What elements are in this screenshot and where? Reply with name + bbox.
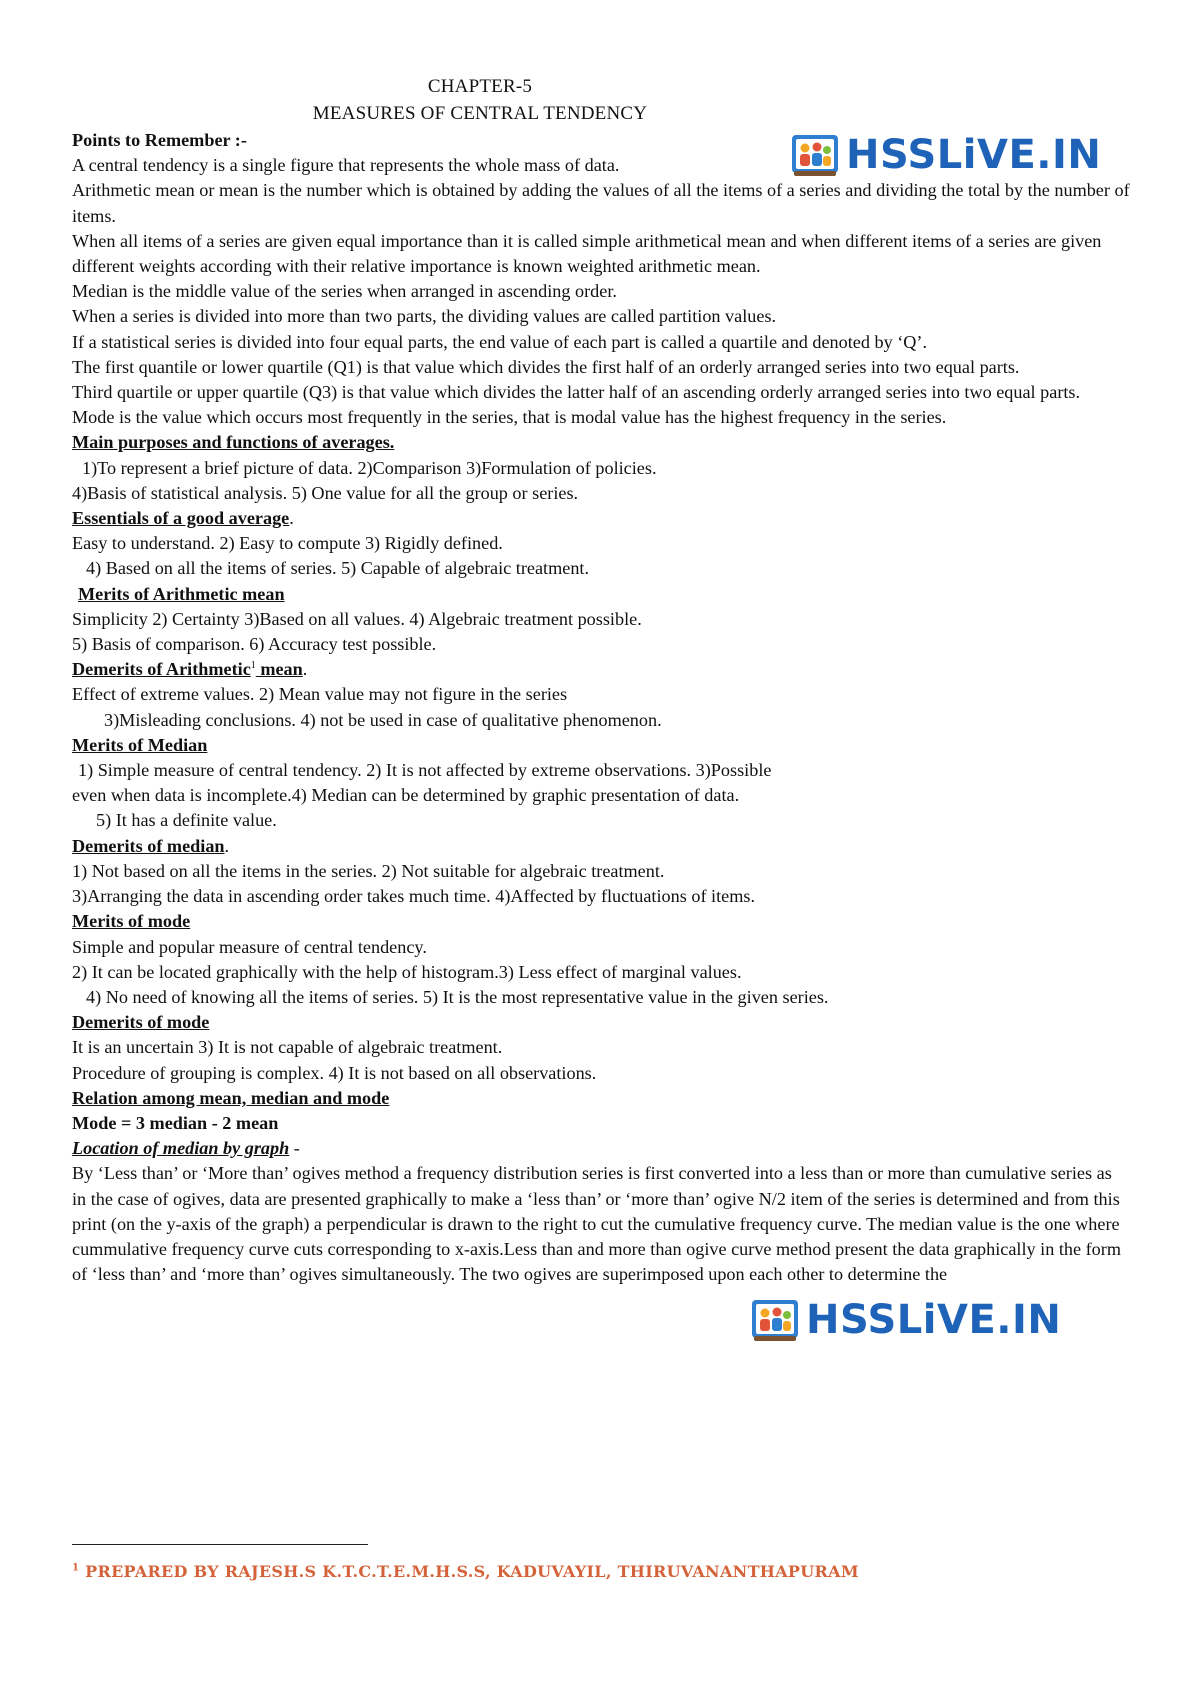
- hsslive-logo-text: HSSLiVE.IN: [846, 132, 1102, 178]
- footnote-marker: 1: [72, 1562, 80, 1574]
- chapter-label: CHAPTER-5: [427, 76, 533, 97]
- merits-am-heading: Merits of Arithmetic mean: [78, 583, 285, 604]
- hsslive-logo-bottom: [750, 1297, 1061, 1343]
- footnote-reference: 1: [250, 660, 256, 672]
- merits-am-line-2: 5) Basis of comparison. 6) Accuracy test possible.: [72, 634, 437, 655]
- point-quartile: If a statistical series is divided into four equal parts, the end value of each part is called a quartile and denoted by ‘Q’.: [72, 331, 928, 352]
- merits-median-heading: Merits of Median: [72, 734, 208, 755]
- purposes-line-1: 1)To represent a brief picture of data. 2)Comparison 3)Formulation of policies.: [82, 457, 657, 478]
- point-arithmetic-mean: Arithmetic mean or mean is the number which is obtained by adding the values of all the items of a series and dividing the total by the number of items.: [72, 180, 1130, 226]
- merits-mode-line-3: 4) No need of knowing all the items of series. 5) It is the most representative value in the given series.: [86, 986, 829, 1007]
- demerits-median-line-1: 1) Not based on all the items in the series. 2) Not suitable for algebraic treatment.: [72, 860, 665, 881]
- demerits-median-heading-dot: .: [224, 835, 230, 856]
- point-median: Median is the middle value of the series when arranged in ascending order.: [72, 281, 617, 302]
- hsslive-logo-icon: [750, 1297, 800, 1343]
- chapter-title: MEASURES OF CENTRAL TENDENCY: [312, 103, 648, 124]
- purposes-heading: Main purposes and functions of averages.: [72, 432, 395, 453]
- demerits-am-line-2: 3)Misleading conclusions. 4) not be used in case of qualitative phenomenon.: [104, 709, 662, 730]
- footnote-text: PREPARED BY RAJESH.S K.T.C.T.E.M.H.S.S, KADUVAYIL, THIRUVANANTHAPURAM: [79, 1562, 859, 1581]
- merits-mode-heading: Merits of mode: [72, 911, 191, 932]
- demerits-mode-line-1: It is an uncertain 3) It is not capable of algebraic treatment.: [72, 1037, 503, 1058]
- notes-body: [72, 128, 1132, 1287]
- essentials-heading-dot: .: [289, 508, 294, 529]
- point-third-quartile: Third quartile or upper quartile (Q3) is that value which divides the latter half of an ascending orderly arranged series into two equal parts.: [72, 382, 1081, 403]
- point-first-quartile: The first quantile or lower quartile (Q1) is that value which divides the first half of an orderly arranged series into two equal parts.: [72, 356, 1020, 377]
- point-central-tendency: A central tendency is a single figure that represents the whole mass of data.: [72, 155, 620, 176]
- merits-median-line-1: 1) Simple measure of central tendency. 2) It is not affected by extreme observations. 3)Possible: [78, 760, 772, 781]
- point-weighted-mean: When all items of a series are given equal importance than it is called simple arithmetical mean and when different items of a series are given different weights according with their relative importance is known weighted arithmetic mean.: [72, 230, 1102, 277]
- footnote: [72, 1562, 1152, 1581]
- demerits-median-line-2: 3)Arranging the data in ascending order takes much time. 4)Affected by fluctuations of items.: [72, 886, 755, 907]
- demerits-mode-line-2: Procedure of grouping is complex. 4) It is not based on all observations.: [72, 1062, 597, 1083]
- point-partition-values: When a series is divided into more than two parts, the dividing values are called partition values.: [72, 306, 777, 327]
- demerits-median-heading: [72, 834, 1132, 859]
- demerits-am-heading-text-a: Demerits of Arithmetic: [72, 659, 251, 680]
- mode-formula: Mode = 3 median - 2 mean: [72, 1112, 279, 1133]
- essentials-line-1: Easy to understand. 2) Easy to compute 3) Rigidly defined.: [72, 533, 503, 554]
- purposes-line-2: 4)Basis of statistical analysis. 5) One value for all the group or series.: [72, 482, 579, 503]
- relation-heading: Relation among mean, median and mode: [72, 1087, 390, 1108]
- location-heading-dash: -: [289, 1138, 300, 1159]
- point-mode: Mode is the value which occurs most frequently in the series, that is modal value has the highest frequency in the series.: [72, 407, 947, 428]
- footnote-divider: [72, 1544, 368, 1545]
- demerits-am-heading: [72, 657, 1132, 682]
- location-heading-text: Location of median by graph: [72, 1138, 290, 1159]
- points-heading: Points to Remember :-: [72, 130, 247, 150]
- merits-median-line-2: even when data is incomplete.4) Median can be determined by graphic presentation of data.: [72, 785, 740, 806]
- demerits-median-heading-text: Demerits of median: [72, 835, 225, 856]
- merits-mode-line-2: 2) It can be located graphically with the help of histogram.3) Less effect of marginal values.: [72, 961, 742, 982]
- essentials-heading-text: Essentials of a good average: [72, 508, 290, 529]
- essentials-line-2: 4) Based on all the items of series. 5) Capable of algebraic treatment.: [86, 558, 590, 579]
- merits-am-line-1: Simplicity 2) Certainty 3)Based on all values. 4) Algebraic treatment possible.: [72, 608, 642, 629]
- hsslive-logo-text: HSSLiVE.IN: [806, 1297, 1062, 1343]
- location-heading: [72, 1136, 1132, 1161]
- demerits-am-heading-dot: .: [302, 659, 308, 680]
- location-paragraph: By ‘Less than’ or ‘More than’ ogives method a frequency distribution series is first converted into a less than or more than cumulative series as in the case of ogives, data are presented graphically to make a ‘less than’ or ‘more than’ ogive N/2 item of the series is determined and from this print (on the y-axis of the graph) a perpendicular is drawn to the right to cut the cumulative frequency curve. The median value is the one where cummulative frequency curve cuts corresponding to x-axis.Less than and more than ogive curve method present the data graphically in the form of ‘less than’ and ‘more than’ ogives simultaneously. The two ogives are superimposed upon each other to determine the: [72, 1163, 1121, 1285]
- merits-mode-line-1: Simple and popular measure of central tendency.: [72, 936, 427, 957]
- demerits-am-heading-text-b: mean: [255, 659, 303, 680]
- demerits-am-line-1: Effect of extreme values. 2) Mean value may not figure in the series: [72, 684, 568, 705]
- merits-median-line-3: 5) It has a definite value.: [96, 810, 277, 831]
- essentials-heading: [72, 506, 1132, 531]
- demerits-mode-heading: Demerits of mode: [72, 1012, 210, 1033]
